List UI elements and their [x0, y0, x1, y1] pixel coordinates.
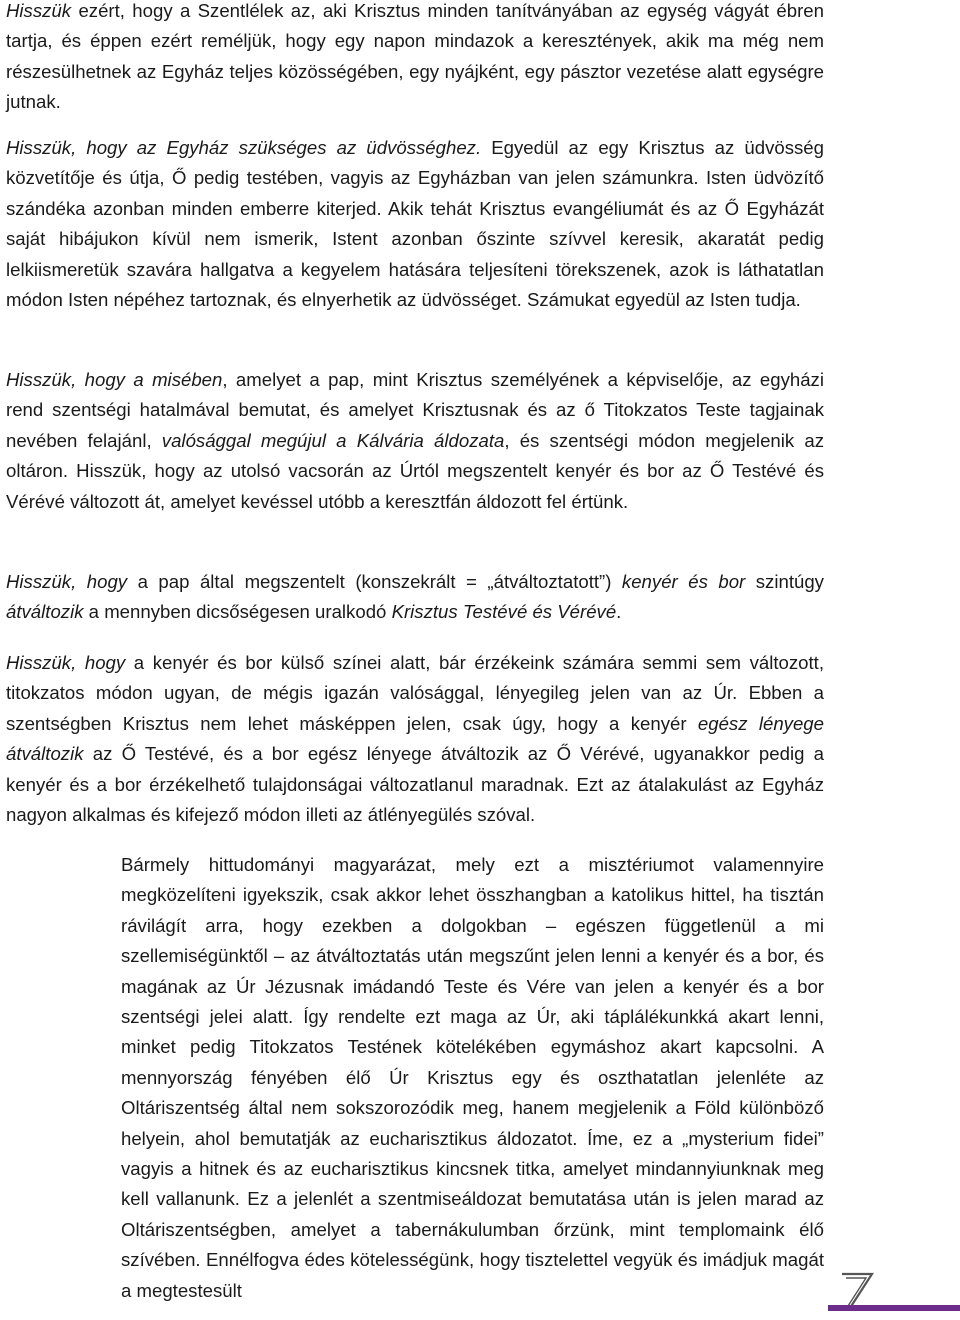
body-text: Egyedül az egy Krisztus az üdvösség közvetítője és útja, Ő pedig testében, vagyis az Egyházban van jelen számunkra. Isten üdvözítő szándéka azonban minden emberre kiterjed. Akik tehát Krisztus evangéliumát és az Ő Egyházát saját hibájukon kívül nem ismerik, Istent azonban őszinte szívvel keresik, akaratát pedig lelkiismeretük szavára hallgatva a kegyelem hatására teljesíteni törekszenek, azok is láthatatlan módon Isten népéhez tartoznak, és elnyerhetik az üdvösséget. Számukat egyedül az Isten tudja.	[6, 137, 824, 311]
italic-text: Hisszük, hogy	[6, 571, 128, 592]
italic-text: átváltozik	[6, 601, 84, 623]
body-text: ezért, hogy a Szentlélek az, aki Krisztus minden tanítványában az egység vágyát ébren tartja, és éppen ezért reméljük, hogy egy napon mindazok a keresztények, akik ma még nem részesülhetnek az Egyház teljes közösségében, egy nyájként, egy pásztor vezetése alatt egységre jutnak.	[6, 0, 824, 113]
paragraph-egyseg	[6, 0, 824, 118]
italic-text: Hisszük, hogy	[6, 652, 126, 673]
paragraph-atvaltozas	[6, 567, 824, 628]
paragraph-udvosseg	[6, 133, 824, 315]
body-text: Bármely hittudományi magyarázat, mely ezt a misztériumot valamennyire megközelíteni igyekszik, csak akkor lehet összhangban a katolikus hittel, ha tisztán rávilágít arra, hogy ezekben a dolgokban – egészen függetlenül a mi szellemiségünktől – az átváltoztatás után megszűnt jelen lenni a kenyér és a bor, és magának az Úr Jézusnak imádandó Teste és Vére van jelen a kenyér és a bor szentségi jelei alatt. Így rendelte ezt maga az Úr, aki táplálékunkká akart lenni, minket pedig Titokzatos Testének kötelékében egymáshoz akart kapcsolni. A mennyország fényében élő Úr Krisztus egy és oszthatatlan jelenléte az Oltáriszentség által nem sokszorozódik meg, hanem megjelenik a Föld különböző helyein, ahol bemutatják az eucharisztikus áldozatot. Íme, ez a „mysterium fidei” vagyis a hitnek és az eucharisztikus kincsnek titka, amelyet mindannyiunknak meg kell vallanunk. Ez a jelenlét a szentmiseáldozat bemutatása után is jelen marad az Oltáriszentségben, amelyet a tabernákulumban őrzünk, mint templomaink élő szívében. Ennélfogva édes kötelességünk, hogy tisztelettel vegyük és imádjuk magát a megtestesült	[121, 854, 824, 1301]
paragraph-atlenyegules	[6, 648, 824, 830]
italic-text: kenyér és bor	[621, 571, 746, 592]
body-text: szintúgy	[745, 571, 824, 592]
body-text: az Ő Testévé, és a bor egész lényege átváltozik az Ő Vérévé, ugyanakkor pedig a kenyér és a bor érzékelhető tulajdonságai változatlanul maradnak. Ezt az átalakulást az Egyház nagyon alkalmas és kifejező módon illeti az átlényegülés szóval.	[6, 743, 824, 826]
body-text: .	[616, 601, 622, 623]
paragraph-block-quote	[121, 850, 824, 1306]
body-text: a pap által megszentelt (konszekrált = „átváltoztatott”)	[127, 571, 622, 592]
body-text: a kenyér és bor külső színei alatt, bár érzékeink számára semmi sem változott, titokzatos módon ugyan, de mégis igazán valósággal, lényegileg jelen van az Úr. Ebben a szentségben Krisztus nem lehet másképpen jelen, csak úgy, hogy a kenyér	[6, 652, 825, 734]
body-text: , és szentségi módon megjelenik az oltáron. Hisszük, hogy az utolsó vacsorán az Úrtól megszentelt kenyér és bor az Ő Testévé és Vérévé változott át, amelyet kevéssel utóbb a keresztfán áldozott fel értünk.	[6, 429, 824, 512]
italic-text: Hisszük, hogy az Egyház szükséges az üdvösséghez.	[6, 137, 482, 158]
italic-text: Krisztus Testévé és Vérévé	[391, 601, 617, 623]
body-text: a mennyben dicsőségesen uralkodó	[83, 601, 392, 623]
italic-text: egész lényege átváltozik	[6, 712, 824, 765]
body-text: , amelyet a pap, mint Krisztus személyének a képviselője, az egyházi rend szentségi hatalmával bemutat, és amelyet Krisztusnak és az ő Titokzatos Teste tagjainak nevében felajánl,	[6, 369, 824, 451]
italic-text: Hisszük, hogy a misében	[6, 369, 223, 390]
page-number-text	[836, 1314, 837, 1315]
footer-accent-rule	[828, 1305, 960, 1311]
italic-text: Hisszük	[6, 0, 72, 21]
paragraph-mise	[6, 365, 824, 517]
italic-text: valósággal megújul a Kálvária áldozata	[161, 429, 505, 451]
